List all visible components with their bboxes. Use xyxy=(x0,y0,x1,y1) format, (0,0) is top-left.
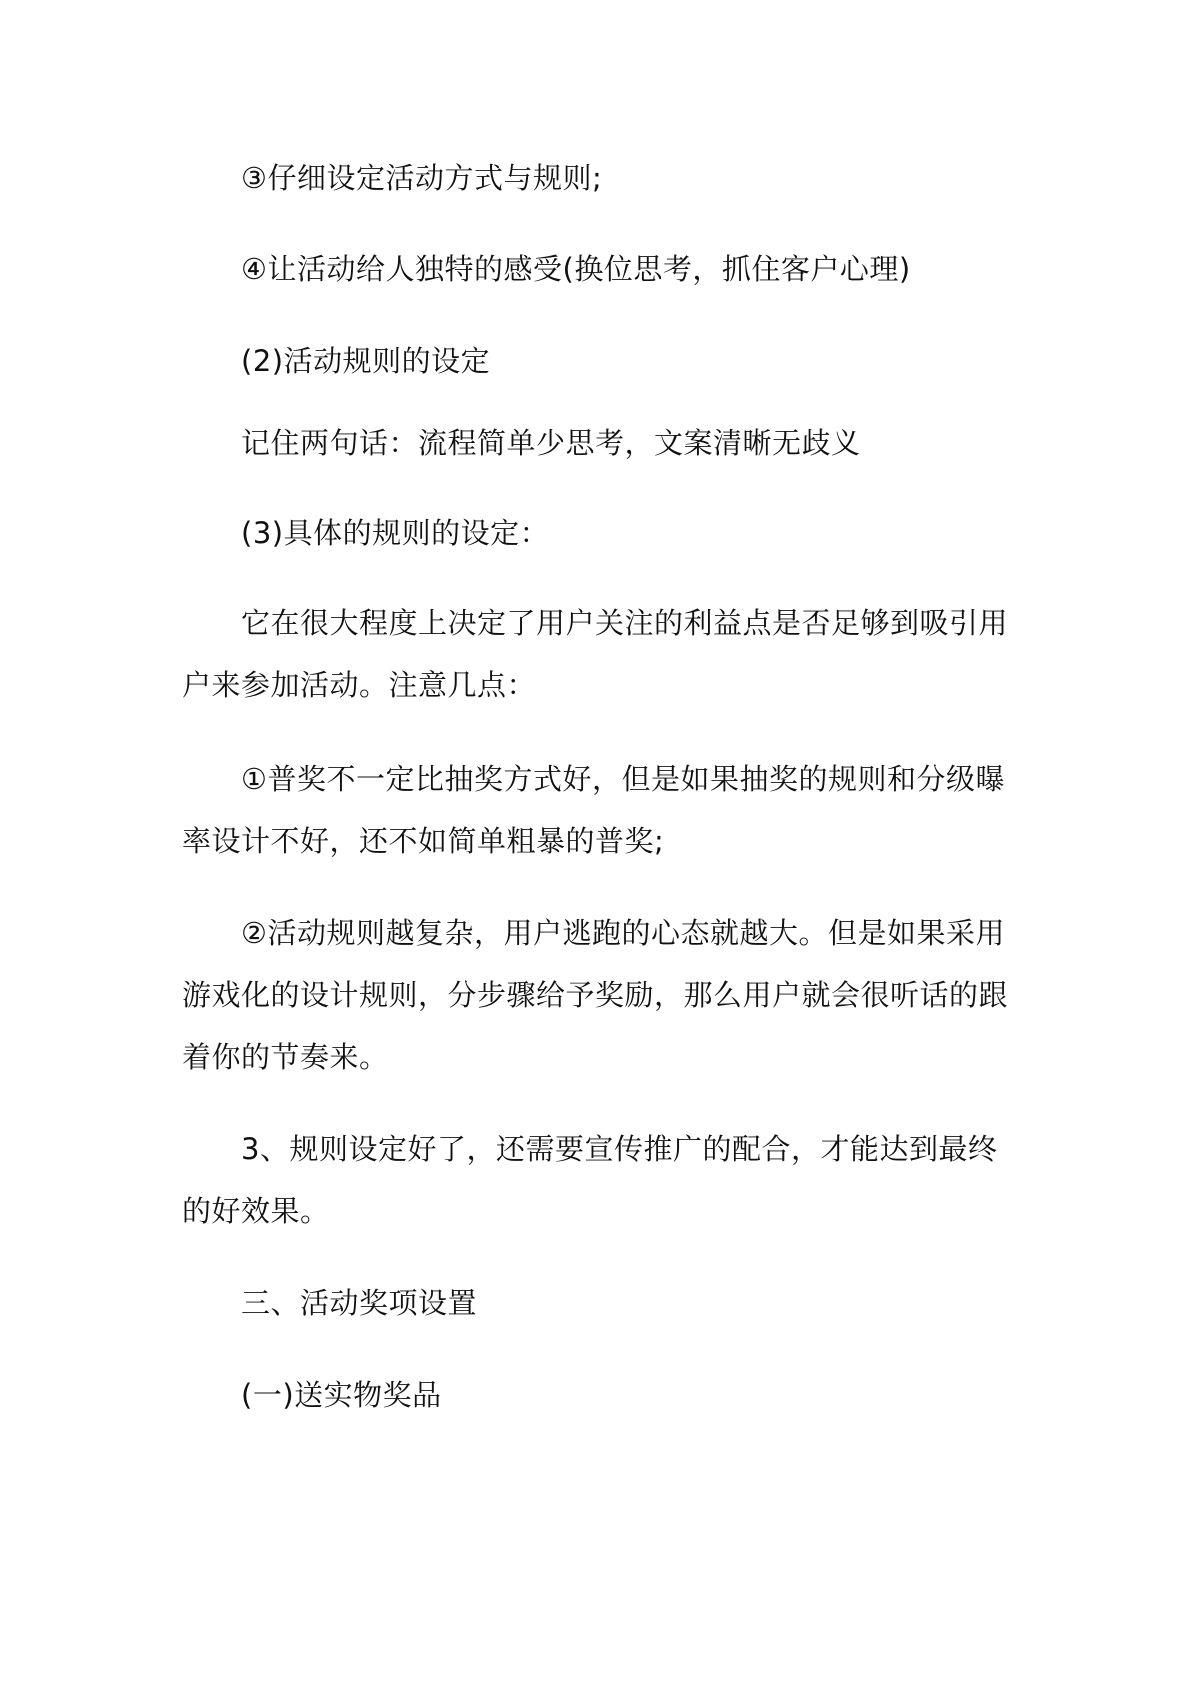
paragraph-point-1: ①普奖不一定比抽奖方式好，但是如果抽奖的规则和分级曝率设计不好，还不如简单粗暴的普奖; xyxy=(182,762,1005,858)
paragraph-point-2: ②活动规则越复杂，用户逃跑的心态就越大。但是如果采用游戏化的设计规则，分步骤给予奖励，那么用户就会很听话的跟着你的节奏来。 xyxy=(182,916,1009,1074)
heading-physical-prizes: (一)送实物奖品 xyxy=(182,1378,442,1412)
paragraph-remember: 记住两句话：流程简单少思考，文案清晰无歧义 xyxy=(182,426,861,460)
heading-awards: 三、活动奖项设置 xyxy=(182,1286,478,1320)
paragraph-step-4: ④让活动给人独特的感受(换位思考，抓住客户心理) xyxy=(182,252,911,286)
heading-rule-setting: (2)活动规则的设定 xyxy=(182,344,491,378)
paragraph-section-3: 3、规则设定好了，还需要宣传推广的配合，才能达到最终的好效果。 xyxy=(182,1132,998,1228)
heading-specific-rules: (3)具体的规则的设定： xyxy=(182,516,550,550)
paragraph-benefit-points: 它在很大程度上决定了用户关注的利益点是否足够到吸引用户来参加活动。注意几点： xyxy=(182,606,1009,702)
paragraph-step-3: ③仔细设定活动方式与规则; xyxy=(182,161,603,195)
